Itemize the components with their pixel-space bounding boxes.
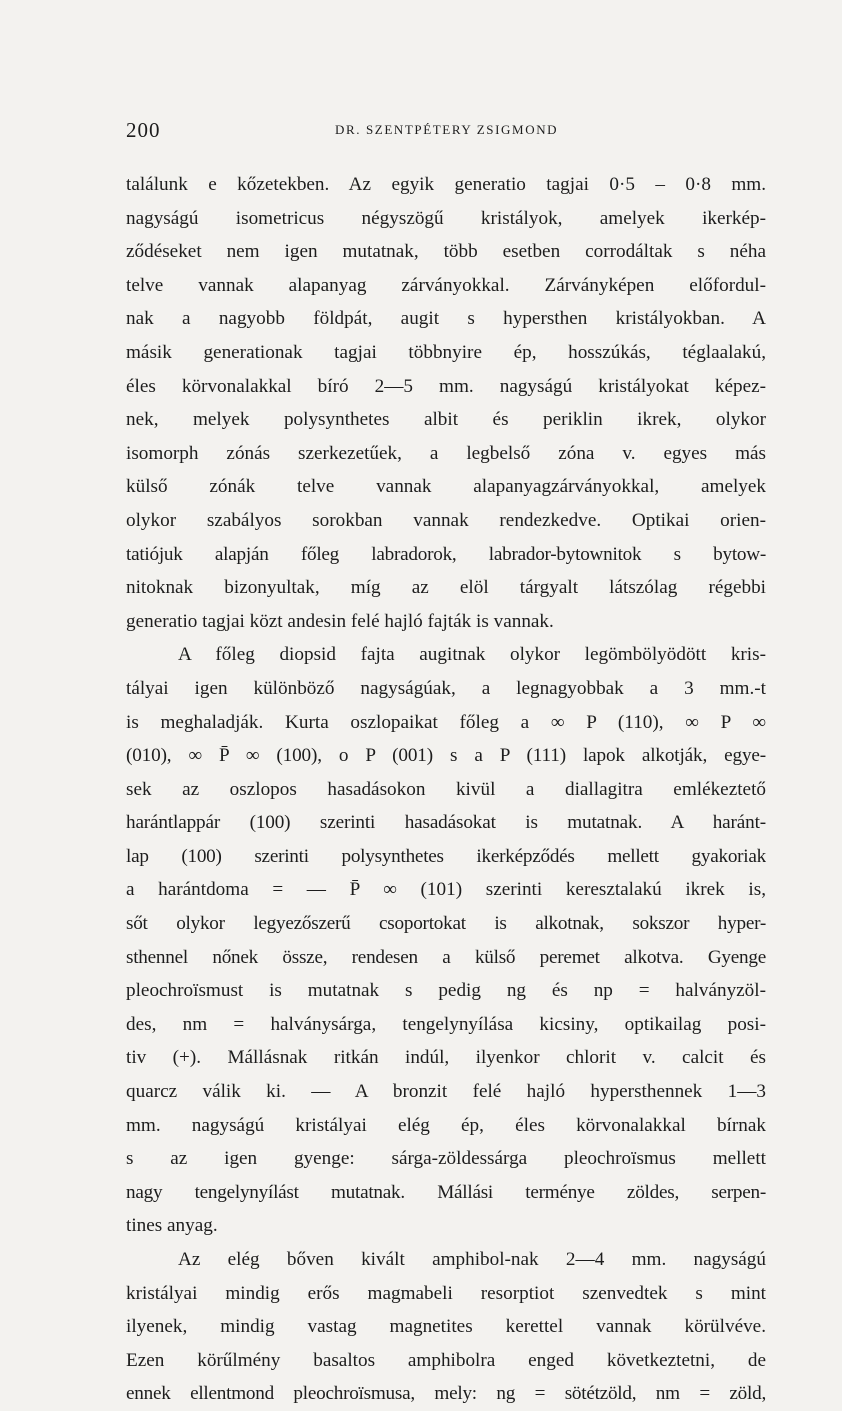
text-line: olykor szabályos sorokban vannak rendezkedve. Optikai orien- [126,509,766,531]
text-line: is meghaladják. Kurta oszlopaikat főleg a ∞ P (110), ∞ P ∞ [126,711,766,733]
text-line: quarcz válik ki. — A bronzit felé hajló hypersthennek 1—3 [126,1081,766,1103]
text-line: ilyenek, mindig vastag magnetites kerettel vannak körülvéve. [126,1316,766,1338]
page-header [126,118,766,148]
text-line: harántlappár (100) szerinti hasadásokat is mutatnak. A haránt- [126,812,766,834]
text-line: (010), ∞ P̄ ∞ (100), o P (001) s a P (111) lapok alkotják, egye- [126,745,766,767]
text-line: pleochroïsmust is mutatnak s pedig ng és np = halványzöl- [126,980,766,1002]
text-line: a harántdoma = — P̄ ∞ (101) szerinti keresztalakú ikrek is, [126,879,766,901]
text-line: tatiójuk alapján főleg labradorok, labrador-bytownitok s bytow- [126,543,766,565]
text-line: sőt olykor legyezőszerű csoportokat is alkotnak, sokszor hyper- [126,913,766,935]
text-line: tályai igen különböző nagyságúak, a legnagyobbak a 3 mm.-t [126,677,766,699]
text-line: ennek ellentmond pleochroïsmusa, mely: ng = sötétzöld, nm = zöld, [126,1383,766,1405]
text-line: külső zónák telve vannak alapanyagzárványokkal, amelyek [126,476,766,498]
text-line: isomorph zónás szerkezetűek, a legbelső zóna v. egyes más [126,442,766,464]
body-text [126,168,766,1411]
text-line: mm. nagyságú kristályai elég ép, éles körvonalakkal bírnak [126,1114,766,1136]
text-line: kristályai mindig erős magmabeli resorptiot szenvedtek s mint [126,1282,766,1304]
text-line: ződéseket nem igen mutatnak, több esetben corrodáltak s néha [126,241,766,263]
page-number: 200 [126,118,161,142]
text-line: sek az oszlopos hasadásokon kivül a diallagitra emlékeztető [126,778,766,800]
text-line: nak a nagyobb földpát, augit s hypersthen kristályokban. A [126,308,766,330]
text-line: éles körvonalakkal bíró 2—5 mm. nagyságú kristályokat képez- [126,375,766,397]
text-line: tines anyag. [126,1215,218,1237]
text-line: nagyságú isometricus négyszögű kristályok, amelyek ikerkép- [126,207,766,229]
text-line: telve vannak alapanyag zárványokkal. Zárványképen előfordul- [126,274,766,296]
text-line: sthennel nőnek össze, rendesen a külső peremet alkotva. Gyenge [126,946,766,968]
text-line: nitoknak bizonyultak, míg az elöl tárgyalt látszólag régebbi [126,577,766,599]
text-line: nagy tengelynyílást mutatnak. Mállási terménye zöldes, serpen- [126,1181,766,1203]
text-line: tiv (+). Mállásnak ritkán indúl, ilyenkor chlorit v. calcit és [126,1047,766,1069]
text-line: nek, melyek polysynthetes albit és periklin ikrek, olykor [126,409,766,431]
text-line: s az igen gyenge: sárga-zöldessárga pleochroïsmus mellett [126,1148,766,1170]
text-line: találunk e kőzetekben. Az egyik generatio tagjai 0·5 – 0·8 mm. [126,174,766,195]
text-line: generatio tagjai közt andesin felé hajló fajták is vannak. [126,610,554,632]
text-line: Az elég bőven kivált amphibol-nak 2—4 mm. nagyságú [178,1249,766,1270]
running-head: DR. SZENTPÉTERY ZSIGMOND [335,122,559,137]
text-line: Ezen körűlmény basaltos amphibolra enged következtetni, de [126,1349,766,1371]
text-line: A főleg diopsid fajta augitnak olykor legömbölyödött kris- [178,644,766,666]
text-line: másik generationak tagjai többnyire ép, hosszúkás, téglaalakú, [126,341,766,363]
text-line: lap (100) szerinti polysynthetes ikerképződés mellett gyakoriak [126,845,766,867]
text-line: des, nm = halványsárga, tengelynyílása kicsiny, optikailag posi- [126,1013,766,1035]
